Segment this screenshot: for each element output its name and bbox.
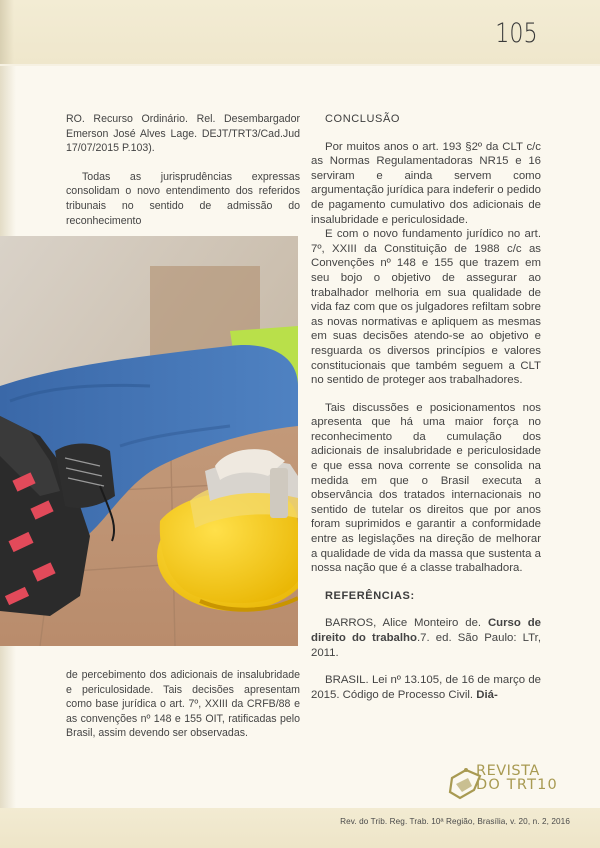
footer-band bbox=[0, 808, 600, 848]
reference-author: BRASIL. Lei nº 13.105, de 16 de março de 2015. Código de Processo Civil. bbox=[311, 674, 541, 701]
reference-title: Diá- bbox=[476, 688, 498, 701]
worker-accident-photo bbox=[0, 236, 298, 646]
journal-logo bbox=[446, 762, 576, 806]
reference-item bbox=[311, 673, 541, 702]
left-column-top bbox=[66, 112, 300, 228]
logo-line-2: DO TRT10 bbox=[476, 777, 558, 793]
paragraph: Tais discussões e posicionamentos nos apresenta que há uma maior força no reconhecimento da cumulação dos adicionais de insalubridade e periculosidade e que essa nova corrente se consolida na medida em que o Brasil executa a observância dos tratados internacionais no sentido de tutelar os direitos que por anos foram suprimidos e garantir a conformidade entre as legislações na direção de melhorar a qualidade de vida da massa que sustenta a nossa nação que é a classe trabalhadora. bbox=[311, 401, 541, 575]
reference-author: BARROS, Alice Monteiro de. bbox=[325, 617, 488, 630]
logo-line-1: REVISTA bbox=[476, 763, 540, 779]
paragraph: Por muitos anos o art. 193 §2º da CLT c/c as Normas Regulamentadoras NR15 e 16 serviram e ainda servem como argumentação jurídica para indeferir o pedido de pagamento cumulativo dos adicionais de insalubridade e periculosidade. bbox=[311, 140, 541, 226]
page-number: 105 bbox=[495, 18, 538, 49]
paragraph: E com o novo fundamento jurídico no art. 7º, XXIII da Constituição de 1988 c/c as Convenções nº 148 e 155 que trazem em seu bojo o objetivo de assegurar ao trabalhador melhoria em sua qualidade de vida faz com que os julgadores refiltam sobre as novas normativas e apliquem as mesmas em suas decisões atendo-se ao objetivo e resguarda os diversos princípios e valores constitucionais que também seguem a CLT no sentido de proteger aos trabalhadores. bbox=[311, 228, 541, 387]
footer-citation: Rev. do Trib. Reg. Trab. 10ª Região, Brasília, v. 20, n. 2, 2016 bbox=[340, 817, 570, 826]
paragraph: RO. Recurso Ordinário. Rel. Desembargador Emerson José Alves Lage. DEJT/TRT3/Cad.Jud 17/07/2015 P.103). bbox=[66, 113, 300, 155]
right-column bbox=[311, 112, 541, 702]
conclusion-heading: CONCLUSÃO bbox=[325, 113, 401, 125]
paragraph: Todas as jurisprudências expressas consolidam o novo entendimento dos referidos tribunais no sentido de admissão do reconhecimento bbox=[66, 170, 300, 227]
references-heading: REFERÊNCIAS: bbox=[325, 589, 415, 602]
paragraph: de percebimento dos adicionais de insalubridade e periculosidade. Tais decisões apresentam como base jurídica o art. 7º, XXIII da CRFB/88 e as convenções nº 148 e 155 OIT, ratificadas pelo Brasil, assim devendo ser observadas. bbox=[66, 669, 300, 740]
left-column-bottom bbox=[66, 668, 300, 741]
reference-title: Curso de direito do trabalho bbox=[311, 617, 542, 644]
logo-wordmark bbox=[476, 764, 576, 792]
reference-item bbox=[311, 616, 541, 660]
reference-rest: .7. ed. São Paulo: LTr, 2011. bbox=[311, 632, 541, 659]
